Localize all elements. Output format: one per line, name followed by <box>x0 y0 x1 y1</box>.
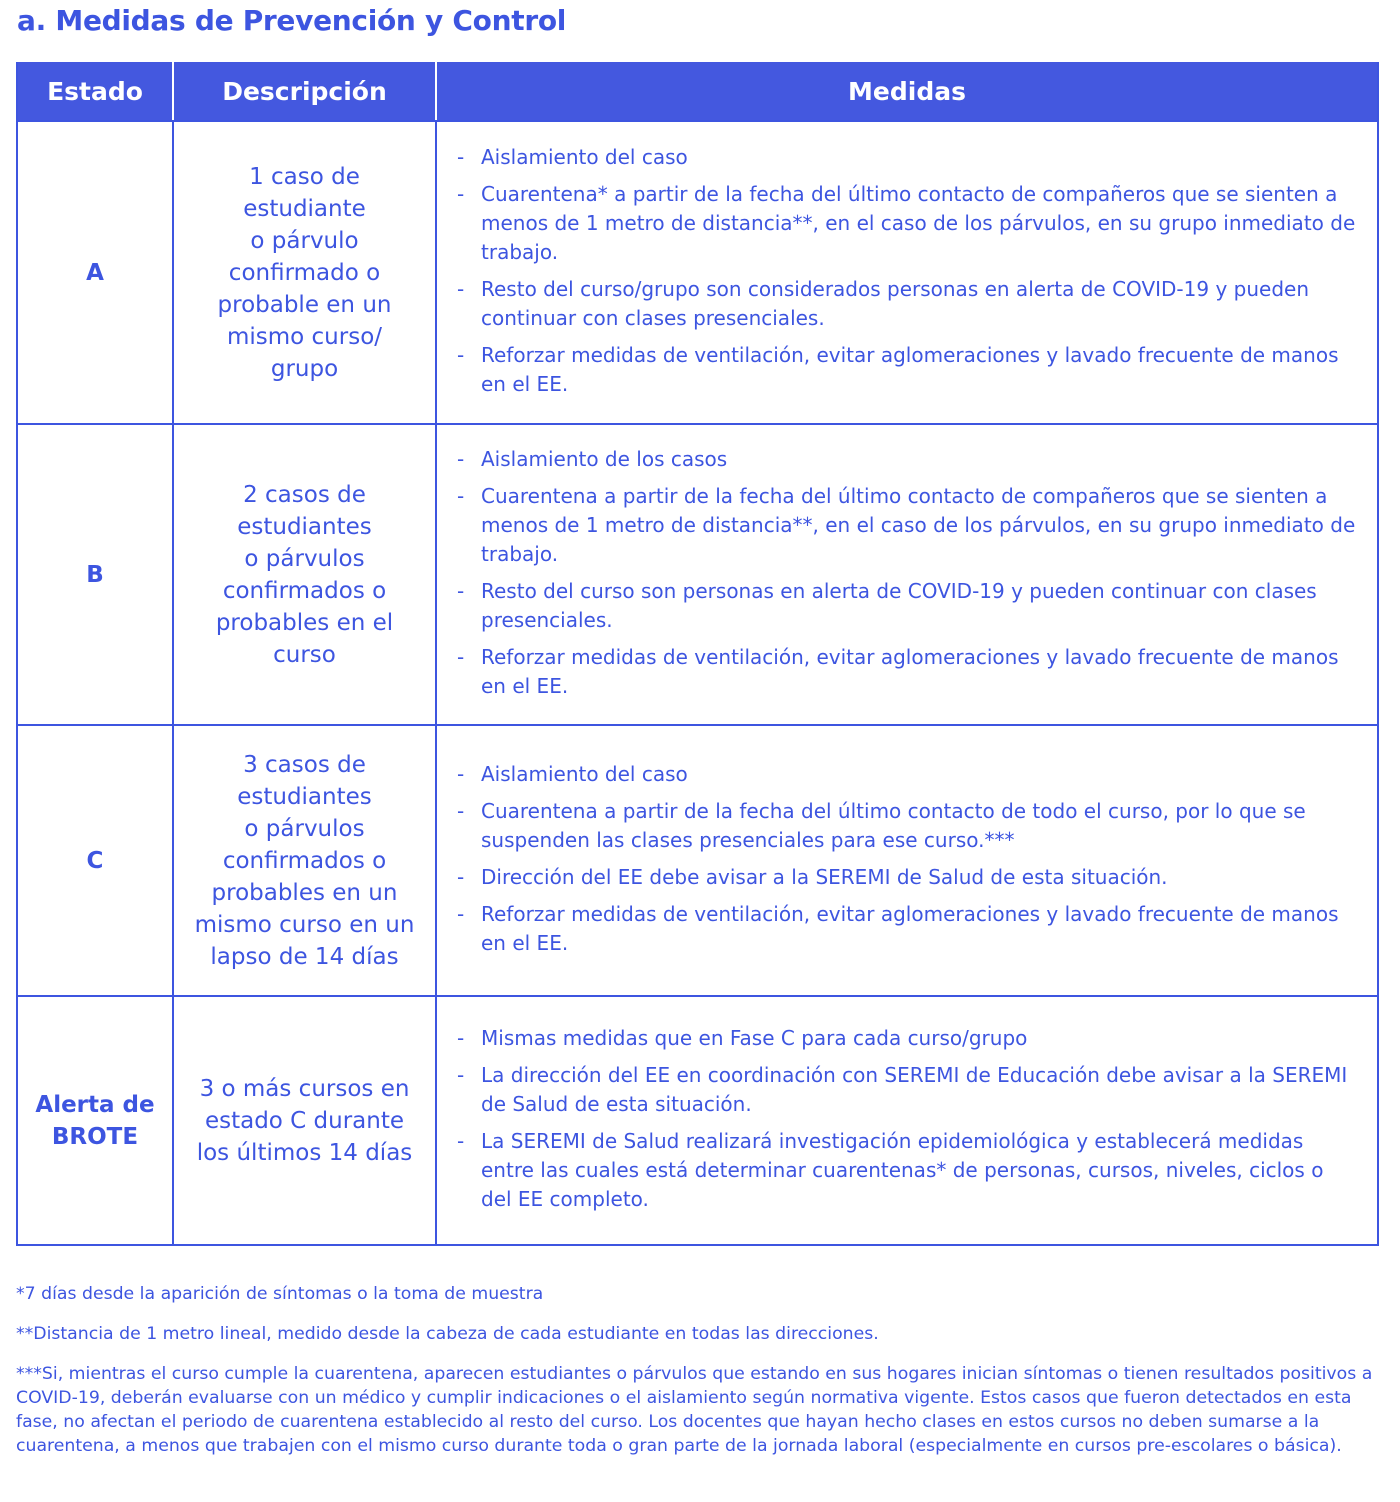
dash-bullet: - <box>457 798 465 823</box>
dash-bullet: - <box>457 578 465 603</box>
dash-bullet: - <box>457 342 465 367</box>
medida-item <box>457 863 1357 892</box>
footnote-2: **Distancia de 1 metro lineal, medido desde la cabeza de cada estudiante en todas las direcciones. <box>16 1324 879 1344</box>
descripcion-line: confirmados o <box>222 577 387 604</box>
medida-text: Cuarentena a partir de la fecha del último contacto de todo el curso, por lo que se suspenden las clases presenciales para ese curso.*** <box>481 798 1306 852</box>
estado-cell: C <box>17 725 173 996</box>
medida-item <box>457 1061 1357 1119</box>
table-row <box>17 424 1378 725</box>
medida-text: Cuarentena a partir de la fecha del último contacto de compañeros que se sienten a menos de 1 metro de distancia**, en el caso de los párvulos, en su grupo inmediato de trabajo. <box>481 483 1356 566</box>
header-descripcion: Descripción <box>173 62 436 121</box>
header-medidas: Medidas <box>436 62 1378 121</box>
descripcion-line: o párvulo <box>250 227 359 254</box>
footnotes <box>16 1282 1382 1458</box>
medida-text: Aislamiento del caso <box>481 761 688 786</box>
descripcion-line: curso <box>273 641 336 668</box>
descripcion-line: o párvulos <box>244 815 365 842</box>
descripcion-line: lapso de 14 días <box>210 943 399 970</box>
medidas-list <box>457 760 1357 958</box>
medida-item <box>457 760 1357 789</box>
descripcion-cell <box>173 424 436 725</box>
estado-cell: B <box>17 424 173 725</box>
descripcion-line: estudiante <box>243 195 366 222</box>
descripcion-line: confirmado o <box>228 259 381 286</box>
dash-bullet: - <box>457 1062 465 1087</box>
dash-bullet: - <box>457 1128 465 1153</box>
medida-item <box>457 482 1357 569</box>
descripcion-line: o párvulos <box>244 545 365 572</box>
descripcion-line: probables en el <box>215 609 394 636</box>
medida-item <box>457 341 1357 399</box>
descripcion-cell <box>173 121 436 424</box>
medidas-cell <box>436 996 1378 1245</box>
medidas-list <box>457 1024 1357 1214</box>
medida-item <box>457 275 1357 333</box>
dash-bullet: - <box>457 483 465 508</box>
medida-item <box>457 797 1357 855</box>
medida-item <box>457 643 1357 701</box>
descripcion-line: mismo curso/ <box>226 323 383 350</box>
descripcion-line: estudiantes <box>237 513 372 540</box>
medida-text: Reforzar medidas de ventilación, evitar aglomeraciones y lavado frecuente de manos en el EE. <box>481 342 1339 396</box>
descripcion-line: estudiantes <box>237 783 372 810</box>
medida-item <box>457 180 1357 267</box>
descripcion-line: los últimos 14 días <box>196 1139 413 1166</box>
descripcion-cell <box>173 996 436 1245</box>
medida-item <box>457 143 1357 172</box>
medida-text: Dirección del EE debe avisar a la SEREMI de Salud de esta situación. <box>481 864 1168 889</box>
medida-item <box>457 1127 1357 1214</box>
descripcion-line: 3 casos de <box>243 751 366 778</box>
descripcion-line: 3 o más cursos en <box>199 1075 410 1102</box>
descripcion-cell <box>173 725 436 996</box>
medida-text: Resto del curso/grupo son considerados personas en alerta de COVID-19 y pueden continuar con clases presenciales. <box>481 276 1309 330</box>
medida-text: La dirección del EE en coordinación con SEREMI de Educación debe avisar a la SEREMI de Salud de esta situación. <box>481 1062 1348 1116</box>
medida-item <box>457 900 1357 958</box>
descripcion-line: mismo curso en un <box>194 911 415 938</box>
footnote-3: ***Si, mientras el curso cumple la cuarentena, aparecen estudiantes o párvulos que estando en sus hogares inician síntomas o tienen resultados positivos a COVID-19, deberán evaluarse con un médico y cumplir indicaciones o el aislamiento según normativa vigente. Estos casos que fueron detectados en esta fase, no afectan el periodo de cuarentena establecido al resto del curso. Los docentes que hayan hecho clases en estos cursos no deben sumarse a la cuarentena, a menos que trabajen con el mismo curso durante toda o gran parte de la jornada laboral (especialmente en cursos pre-escolares o básica). <box>16 1364 1373 1456</box>
dash-bullet: - <box>457 181 465 206</box>
table-row <box>17 121 1378 424</box>
descripcion-line: estado C durante <box>204 1107 405 1134</box>
medida-text: Reforzar medidas de ventilación, evitar aglomeraciones y lavado frecuente de manos en el EE. <box>481 644 1339 698</box>
descripcion-line: 1 caso de <box>249 163 360 190</box>
medida-text: La SEREMI de Salud realizará investigación epidemiológica y establecerá medidas entre las cuales está determinar cuarentenas* de personas, cursos, niveles, ciclos o del EE completo. <box>481 1128 1324 1211</box>
descripcion-line: 2 casos de <box>243 481 366 508</box>
measures-table <box>16 62 1379 1246</box>
table-header-row <box>17 62 1378 121</box>
medidas-list <box>457 143 1357 399</box>
estado-line: BROTE <box>51 1123 139 1150</box>
medida-text: Cuarentena* a partir de la fecha del último contacto de compañeros que se sienten a menos de 1 metro de distancia**, en el caso de los párvulos, en su grupo inmediato de trabajo. <box>481 181 1356 264</box>
header-estado: Estado <box>17 62 173 121</box>
descripcion-line: confirmados o <box>222 847 387 874</box>
dash-bullet: - <box>457 1025 465 1050</box>
footnote-1: *7 días desde la aparición de síntomas o la toma de muestra <box>16 1284 544 1304</box>
dash-bullet: - <box>457 276 465 301</box>
medidas-cell <box>436 725 1378 996</box>
descripcion-line: grupo <box>270 355 339 382</box>
medidas-list <box>457 445 1357 701</box>
dash-bullet: - <box>457 864 465 889</box>
medida-text: Aislamiento del caso <box>481 144 688 169</box>
estado-cell: A <box>17 121 173 424</box>
dash-bullet: - <box>457 644 465 669</box>
estado-cell <box>17 996 173 1245</box>
page-title: a. Medidas de Prevención y Control <box>17 4 567 37</box>
medida-item <box>457 445 1357 474</box>
dash-bullet: - <box>457 761 465 786</box>
medida-text: Resto del curso son personas en alerta de COVID-19 y pueden continuar con clases presenciales. <box>481 578 1317 632</box>
medidas-cell <box>436 121 1378 424</box>
dash-bullet: - <box>457 144 465 169</box>
medida-item <box>457 1024 1357 1053</box>
medida-text: Mismas medidas que en Fase C para cada curso/grupo <box>481 1025 1028 1050</box>
descripcion-line: probables en un <box>211 879 398 906</box>
estado-line: Alerta de <box>35 1091 155 1118</box>
table-row <box>17 725 1378 996</box>
dash-bullet: - <box>457 901 465 926</box>
medida-text: Aislamiento de los casos <box>481 446 728 471</box>
medidas-cell <box>436 424 1378 725</box>
descripcion-line: probable en un <box>217 291 392 318</box>
table-row <box>17 996 1378 1245</box>
dash-bullet: - <box>457 446 465 471</box>
medida-item <box>457 577 1357 635</box>
medida-text: Reforzar medidas de ventilación, evitar aglomeraciones y lavado frecuente de manos en el EE. <box>481 901 1339 955</box>
